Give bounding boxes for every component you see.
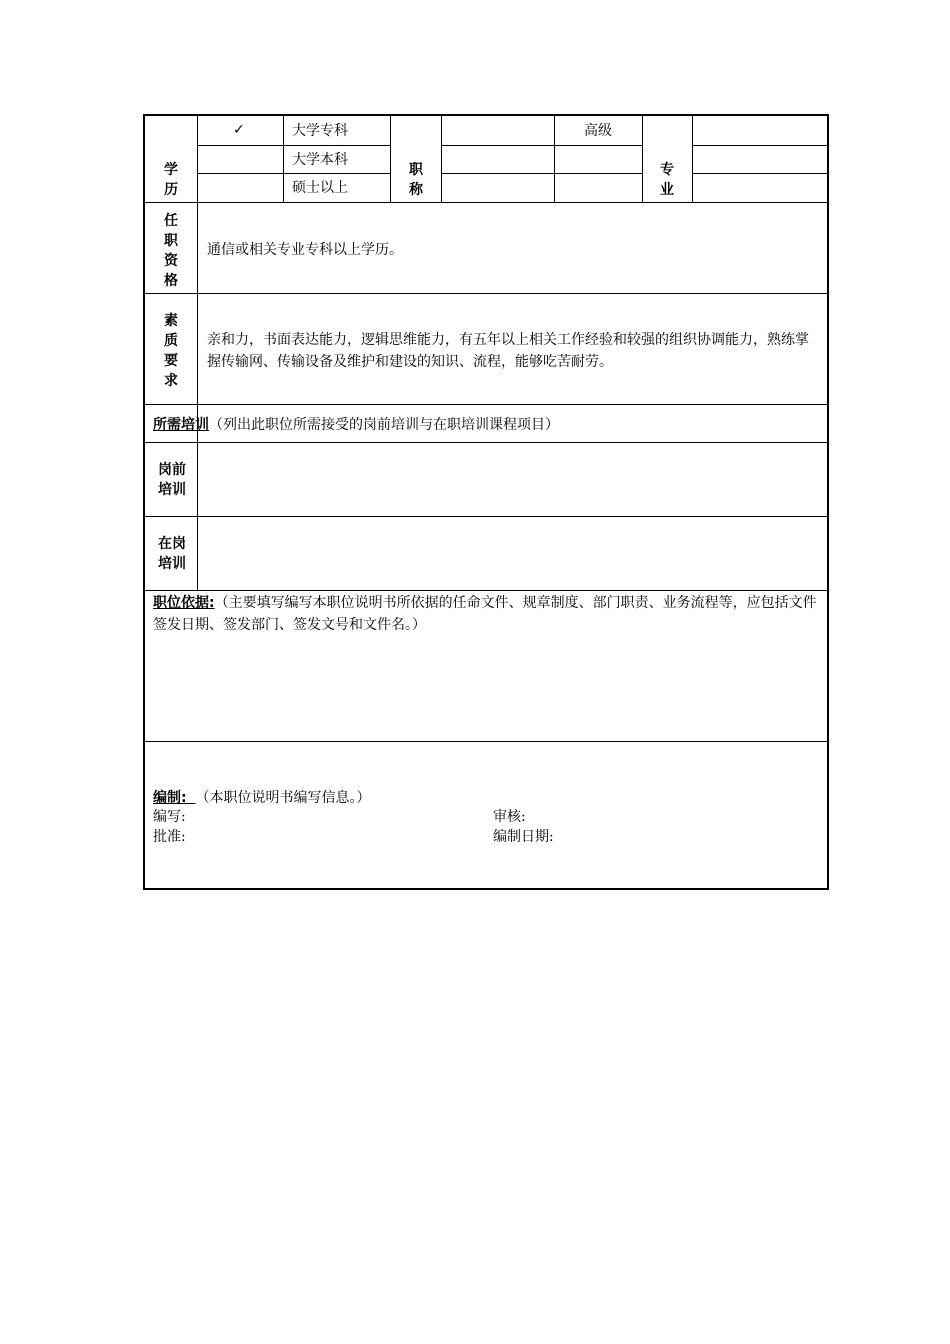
compile-heading-line — [153, 789, 371, 807]
job-description-table — [143, 114, 829, 890]
quality-text: 亲和力，书面表达能力，逻辑思维能力，有五年以上相关工作经验和较强的组织协调能力，熟练掌握传输网、传输设备及维护和建设的知识、流程，能够吃苦耐劳。 — [207, 332, 809, 370]
row-divider — [145, 293, 829, 294]
row-divider — [145, 202, 829, 203]
pre-job-training-label: 岗前培训 — [158, 462, 186, 498]
basis-heading: 职位依据: — [153, 595, 215, 611]
row-divider — [145, 442, 829, 443]
major-label: 专业 — [660, 162, 674, 198]
row-divider — [145, 404, 829, 405]
grid-line — [197, 443, 198, 591]
compile-note: （本职位说明书编写信息。） — [195, 790, 371, 806]
grid-line — [554, 116, 555, 203]
education-option: 大学本科 — [292, 152, 348, 168]
education-option: 大学专科 — [292, 123, 348, 139]
training-heading-title: 所需培训 — [153, 417, 209, 433]
grid-line — [441, 116, 442, 203]
grid-line — [390, 116, 391, 203]
compile-heading: 编制: — [153, 790, 187, 806]
quality-label: 素质要求 — [164, 313, 178, 389]
title-rank-level: 高级 — [584, 123, 612, 139]
checkmark-icon: ✓ — [233, 122, 245, 138]
grid-line — [642, 116, 643, 203]
compile-date-label: 编制日期: — [493, 829, 554, 845]
on-job-training-label: 在岗培训 — [158, 536, 186, 572]
qualification-label: 任职资格 — [164, 213, 178, 289]
approver-label: 批准: — [153, 829, 186, 845]
basis-note: （主要填写编写本职位说明书所依据的任命文件、规章制度、部门职责、业务流程等，应包括文件签发日期、签发部门、签发文号和文件名。） — [153, 595, 817, 633]
grid-line — [692, 173, 829, 174]
writer-label: 编写: — [153, 809, 186, 825]
compile-heading-gap — [187, 790, 196, 806]
training-heading — [153, 416, 559, 434]
education-label: 学历 — [164, 162, 178, 198]
grid-line — [692, 116, 693, 203]
grid-line — [441, 173, 642, 174]
grid-line — [197, 173, 390, 174]
training-note: （列出此职位所需接受的岗前培训与在职培训课程项目） — [209, 417, 559, 433]
grid-line — [692, 145, 829, 146]
grid-line — [441, 145, 642, 146]
basis-section — [153, 592, 821, 636]
row-divider — [145, 516, 829, 517]
education-option: 硕士以上 — [292, 180, 348, 196]
reviewer-label: 审核: — [493, 809, 526, 825]
title-rank-label: 职称 — [409, 162, 423, 198]
qualification-text: 通信或相关专业专科以上学历。 — [207, 242, 403, 258]
row-divider — [145, 590, 829, 591]
grid-line — [283, 116, 284, 203]
row-divider — [145, 741, 829, 742]
grid-line — [197, 116, 198, 203]
grid-line — [197, 203, 198, 443]
grid-line — [197, 145, 390, 146]
